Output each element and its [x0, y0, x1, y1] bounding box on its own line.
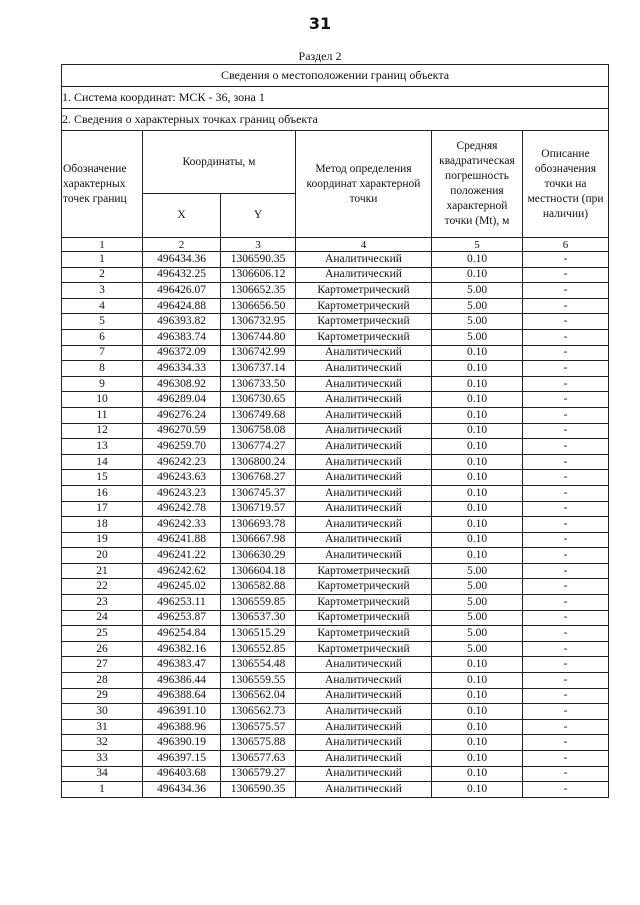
accuracy-cell: 0.10: [432, 517, 523, 533]
method-cell: Аналитический: [296, 751, 432, 767]
accuracy-cell: 5.00: [432, 314, 523, 330]
y-coord-cell: 1306590.35: [221, 782, 296, 798]
point-id-cell: 8: [62, 361, 143, 377]
y-coord-cell: 1306590.35: [221, 252, 296, 268]
description-cell: -: [523, 329, 609, 345]
x-coord-cell: 496242.33: [143, 517, 221, 533]
method-cell: Картометрический: [296, 595, 432, 611]
y-coord-cell: 1306693.78: [221, 517, 296, 533]
accuracy-cell: 0.10: [432, 407, 523, 423]
point-id-cell: 27: [62, 657, 143, 673]
method-cell: Картометрический: [296, 314, 432, 330]
description-cell: -: [523, 563, 609, 579]
x-coord-cell: 496245.02: [143, 579, 221, 595]
table-row: [62, 329, 609, 345]
header-method: Метод определения координат характерной точки: [296, 131, 432, 238]
point-id-cell: 28: [62, 673, 143, 689]
table-row: [62, 719, 609, 735]
x-coord-cell: 496424.88: [143, 298, 221, 314]
y-coord-cell: 1306559.55: [221, 673, 296, 689]
point-id-cell: 9: [62, 376, 143, 392]
method-cell: Аналитический: [296, 501, 432, 517]
description-cell: -: [523, 376, 609, 392]
x-coord-cell: 496388.96: [143, 719, 221, 735]
x-coord-cell: 496334.33: [143, 361, 221, 377]
y-coord-cell: 1306749.68: [221, 407, 296, 423]
description-cell: -: [523, 626, 609, 642]
description-cell: -: [523, 751, 609, 767]
table-row: [62, 361, 609, 377]
method-cell: Картометрический: [296, 610, 432, 626]
accuracy-cell: 0.10: [432, 657, 523, 673]
table-row: [62, 782, 609, 798]
accuracy-cell: 5.00: [432, 641, 523, 657]
y-coord-cell: 1306719.57: [221, 501, 296, 517]
point-id-cell: 15: [62, 470, 143, 486]
y-coord-cell: 1306768.27: [221, 470, 296, 486]
accuracy-cell: 5.00: [432, 283, 523, 299]
y-coord-cell: 1306652.35: [221, 283, 296, 299]
description-cell: -: [523, 439, 609, 455]
description-cell: -: [523, 392, 609, 408]
method-cell: Аналитический: [296, 548, 432, 564]
description-cell: -: [523, 423, 609, 439]
point-id-cell: 3: [62, 283, 143, 299]
description-cell: -: [523, 298, 609, 314]
table-row: [62, 501, 609, 517]
header-description: Описание обозначения точки на местности (при наличии): [523, 131, 609, 238]
table-row: [62, 283, 609, 299]
table-row: [62, 563, 609, 579]
description-cell: -: [523, 719, 609, 735]
point-id-cell: 18: [62, 517, 143, 533]
table-row: [62, 252, 609, 268]
x-coord-cell: 496243.63: [143, 470, 221, 486]
y-coord-cell: 1306562.73: [221, 704, 296, 720]
x-coord-cell: 496383.74: [143, 329, 221, 345]
method-cell: Аналитический: [296, 252, 432, 268]
point-id-cell: 33: [62, 751, 143, 767]
y-coord-cell: 1306559.85: [221, 595, 296, 611]
y-coord-cell: 1306515.29: [221, 626, 296, 642]
point-id-cell: 25: [62, 626, 143, 642]
table-row: [62, 704, 609, 720]
point-id-cell: 1: [62, 252, 143, 268]
point-id-cell: 26: [62, 641, 143, 657]
point-id-cell: 14: [62, 454, 143, 470]
method-cell: Аналитический: [296, 470, 432, 486]
x-coord-cell: 496242.23: [143, 454, 221, 470]
point-id-cell: 5: [62, 314, 143, 330]
description-cell: -: [523, 267, 609, 283]
x-coord-cell: 496308.92: [143, 376, 221, 392]
accuracy-cell: 5.00: [432, 626, 523, 642]
description-cell: -: [523, 610, 609, 626]
description-cell: -: [523, 548, 609, 564]
column-number-cell: 6: [523, 238, 609, 252]
y-coord-cell: 1306606.12: [221, 267, 296, 283]
accuracy-cell: 0.10: [432, 719, 523, 735]
accuracy-cell: 0.10: [432, 439, 523, 455]
point-id-cell: 22: [62, 579, 143, 595]
accuracy-cell: 5.00: [432, 610, 523, 626]
method-cell: Аналитический: [296, 407, 432, 423]
point-id-cell: 6: [62, 329, 143, 345]
point-id-cell: 16: [62, 485, 143, 501]
x-coord-cell: 496243.23: [143, 485, 221, 501]
method-cell: Аналитический: [296, 423, 432, 439]
x-coord-cell: 496426.07: [143, 283, 221, 299]
accuracy-cell: 0.10: [432, 252, 523, 268]
y-coord-cell: 1306575.57: [221, 719, 296, 735]
accuracy-cell: 0.10: [432, 751, 523, 767]
accuracy-cell: 0.10: [432, 548, 523, 564]
accuracy-cell: 5.00: [432, 329, 523, 345]
table-row: [62, 751, 609, 767]
point-id-cell: 12: [62, 423, 143, 439]
header-y: Y: [221, 194, 296, 238]
point-id-cell: 23: [62, 595, 143, 611]
method-cell: Аналитический: [296, 485, 432, 501]
point-id-cell: 34: [62, 766, 143, 782]
description-cell: -: [523, 517, 609, 533]
table-row: [62, 345, 609, 361]
x-coord-cell: 496276.24: [143, 407, 221, 423]
description-cell: -: [523, 595, 609, 611]
y-coord-cell: 1306552.85: [221, 641, 296, 657]
method-cell: Аналитический: [296, 454, 432, 470]
table-row: [62, 735, 609, 751]
x-coord-cell: 496390.19: [143, 735, 221, 751]
x-coord-cell: 496372.09: [143, 345, 221, 361]
accuracy-cell: 0.10: [432, 454, 523, 470]
x-coord-cell: 496241.88: [143, 532, 221, 548]
method-cell: Аналитический: [296, 345, 432, 361]
point-id-cell: 11: [62, 407, 143, 423]
point-id-cell: 1: [62, 782, 143, 798]
x-coord-cell: 496254.84: [143, 626, 221, 642]
description-cell: -: [523, 532, 609, 548]
method-cell: Аналитический: [296, 267, 432, 283]
y-coord-cell: 1306733.50: [221, 376, 296, 392]
description-cell: -: [523, 314, 609, 330]
y-coord-cell: 1306582.88: [221, 579, 296, 595]
point-id-cell: 31: [62, 719, 143, 735]
description-cell: -: [523, 283, 609, 299]
method-cell: Аналитический: [296, 361, 432, 377]
y-coord-cell: 1306554.48: [221, 657, 296, 673]
method-cell: Аналитический: [296, 766, 432, 782]
method-cell: Аналитический: [296, 392, 432, 408]
x-coord-cell: 496270.59: [143, 423, 221, 439]
accuracy-cell: 0.10: [432, 485, 523, 501]
y-coord-cell: 1306577.63: [221, 751, 296, 767]
table-row: [62, 423, 609, 439]
method-cell: Картометрический: [296, 641, 432, 657]
method-cell: Аналитический: [296, 688, 432, 704]
coord-system-label: 1. Система координат: МСК - 36, зона 1: [62, 87, 609, 109]
accuracy-cell: 0.10: [432, 735, 523, 751]
point-id-cell: 24: [62, 610, 143, 626]
method-cell: Аналитический: [296, 782, 432, 798]
accuracy-cell: 0.10: [432, 423, 523, 439]
point-id-cell: 7: [62, 345, 143, 361]
accuracy-cell: 0.10: [432, 532, 523, 548]
column-number-cell: 5: [432, 238, 523, 252]
section-label: Раздел 2: [298, 49, 342, 63]
accuracy-cell: 0.10: [432, 766, 523, 782]
x-coord-cell: 496253.87: [143, 610, 221, 626]
y-coord-cell: 1306730.65: [221, 392, 296, 408]
y-coord-cell: 1306742.99: [221, 345, 296, 361]
method-cell: Аналитический: [296, 376, 432, 392]
point-id-cell: 30: [62, 704, 143, 720]
table-row: [62, 673, 609, 689]
description-cell: -: [523, 735, 609, 751]
table-row: [62, 657, 609, 673]
x-coord-cell: 496289.04: [143, 392, 221, 408]
column-number-cell: 1: [62, 238, 143, 252]
method-cell: Аналитический: [296, 439, 432, 455]
accuracy-cell: 5.00: [432, 595, 523, 611]
method-cell: Аналитический: [296, 735, 432, 751]
description-cell: -: [523, 579, 609, 595]
table-title: Сведения о местоположении границ объекта: [62, 65, 609, 87]
point-id-cell: 17: [62, 501, 143, 517]
y-coord-cell: 1306575.88: [221, 735, 296, 751]
description-cell: -: [523, 657, 609, 673]
description-cell: -: [523, 470, 609, 486]
accuracy-cell: 5.00: [432, 579, 523, 595]
y-coord-cell: 1306579.27: [221, 766, 296, 782]
table-row: [62, 376, 609, 392]
x-coord-cell: 496253.11: [143, 595, 221, 611]
y-coord-cell: 1306800.24: [221, 454, 296, 470]
table-row: [62, 532, 609, 548]
accuracy-cell: 5.00: [432, 298, 523, 314]
table-row: [62, 517, 609, 533]
accuracy-cell: 0.10: [432, 688, 523, 704]
accuracy-cell: 0.10: [432, 704, 523, 720]
method-cell: Аналитический: [296, 517, 432, 533]
description-cell: -: [523, 688, 609, 704]
y-coord-cell: 1306630.29: [221, 548, 296, 564]
accuracy-cell: 0.10: [432, 361, 523, 377]
point-id-cell: 29: [62, 688, 143, 704]
x-coord-cell: 496386.44: [143, 673, 221, 689]
description-cell: -: [523, 782, 609, 798]
description-cell: -: [523, 345, 609, 361]
y-coord-cell: 1306737.14: [221, 361, 296, 377]
x-coord-cell: 496242.62: [143, 563, 221, 579]
accuracy-cell: 5.00: [432, 563, 523, 579]
page-number: 31: [308, 14, 332, 33]
table-row: [62, 314, 609, 330]
method-cell: Аналитический: [296, 719, 432, 735]
x-coord-cell: 496391.10: [143, 704, 221, 720]
accuracy-cell: 0.10: [432, 782, 523, 798]
y-coord-cell: 1306745.37: [221, 485, 296, 501]
y-coord-cell: 1306774.27: [221, 439, 296, 455]
description-cell: -: [523, 252, 609, 268]
description-cell: -: [523, 407, 609, 423]
description-cell: -: [523, 641, 609, 657]
y-coord-cell: 1306656.50: [221, 298, 296, 314]
y-coord-cell: 1306744.80: [221, 329, 296, 345]
table-row: [62, 298, 609, 314]
x-coord-cell: 496393.82: [143, 314, 221, 330]
table-row: [62, 470, 609, 486]
column-number-row: [62, 238, 609, 252]
accuracy-cell: 0.10: [432, 501, 523, 517]
y-coord-cell: 1306562.04: [221, 688, 296, 704]
x-coord-cell: 496403.68: [143, 766, 221, 782]
y-coord-cell: 1306537.30: [221, 610, 296, 626]
y-coord-cell: 1306732.95: [221, 314, 296, 330]
method-cell: Аналитический: [296, 657, 432, 673]
method-cell: Картометрический: [296, 329, 432, 345]
header-x: X: [143, 194, 221, 238]
point-id-cell: 2: [62, 267, 143, 283]
header-accuracy: Средняя квадратическая погрешность положения характерной точки (Mt), м: [432, 131, 523, 238]
method-cell: Аналитический: [296, 704, 432, 720]
table-row: [62, 626, 609, 642]
column-number-cell: 4: [296, 238, 432, 252]
table-row: [62, 392, 609, 408]
x-coord-cell: 496397.15: [143, 751, 221, 767]
x-coord-cell: 496259.70: [143, 439, 221, 455]
table-row: [62, 610, 609, 626]
table-row: [62, 439, 609, 455]
description-cell: -: [523, 501, 609, 517]
table-row: [62, 548, 609, 564]
table-row: [62, 267, 609, 283]
x-coord-cell: 496382.16: [143, 641, 221, 657]
description-cell: -: [523, 766, 609, 782]
x-coord-cell: 496388.64: [143, 688, 221, 704]
point-id-cell: 19: [62, 532, 143, 548]
x-coord-cell: 496383.47: [143, 657, 221, 673]
description-cell: -: [523, 673, 609, 689]
points-heading: 2. Сведения о характерных точках границ объекта: [62, 109, 609, 131]
y-coord-cell: 1306667.98: [221, 532, 296, 548]
description-cell: -: [523, 361, 609, 377]
method-cell: Картометрический: [296, 283, 432, 299]
boundary-points-table: [61, 64, 609, 798]
accuracy-cell: 0.10: [432, 470, 523, 486]
table-row: [62, 454, 609, 470]
y-coord-cell: 1306604.18: [221, 563, 296, 579]
method-cell: Аналитический: [296, 673, 432, 689]
method-cell: Картометрический: [296, 579, 432, 595]
accuracy-cell: 0.10: [432, 345, 523, 361]
column-number-cell: 2: [143, 238, 221, 252]
accuracy-cell: 0.10: [432, 673, 523, 689]
table-row: [62, 485, 609, 501]
method-cell: Картометрический: [296, 298, 432, 314]
point-id-cell: 4: [62, 298, 143, 314]
x-coord-cell: 496434.36: [143, 782, 221, 798]
table-row: [62, 579, 609, 595]
x-coord-cell: 496432.25: [143, 267, 221, 283]
accuracy-cell: 0.10: [432, 392, 523, 408]
header-coordinates: Координаты, м: [143, 131, 296, 194]
description-cell: -: [523, 704, 609, 720]
point-id-cell: 20: [62, 548, 143, 564]
description-cell: -: [523, 454, 609, 470]
header-designation: Обозначение характерных точек границ: [62, 131, 143, 238]
column-number-cell: 3: [221, 238, 296, 252]
y-coord-cell: 1306758.08: [221, 423, 296, 439]
point-id-cell: 32: [62, 735, 143, 751]
x-coord-cell: 496242.78: [143, 501, 221, 517]
table-row: [62, 595, 609, 611]
x-coord-cell: 496241.22: [143, 548, 221, 564]
accuracy-cell: 0.10: [432, 267, 523, 283]
method-cell: Аналитический: [296, 532, 432, 548]
x-coord-cell: 496434.36: [143, 252, 221, 268]
point-id-cell: 13: [62, 439, 143, 455]
method-cell: Картометрический: [296, 626, 432, 642]
method-cell: Картометрический: [296, 563, 432, 579]
accuracy-cell: 0.10: [432, 376, 523, 392]
table-row: [62, 688, 609, 704]
table-row: [62, 407, 609, 423]
point-id-cell: 21: [62, 563, 143, 579]
table-row: [62, 641, 609, 657]
description-cell: -: [523, 485, 609, 501]
table-row: [62, 766, 609, 782]
point-id-cell: 10: [62, 392, 143, 408]
